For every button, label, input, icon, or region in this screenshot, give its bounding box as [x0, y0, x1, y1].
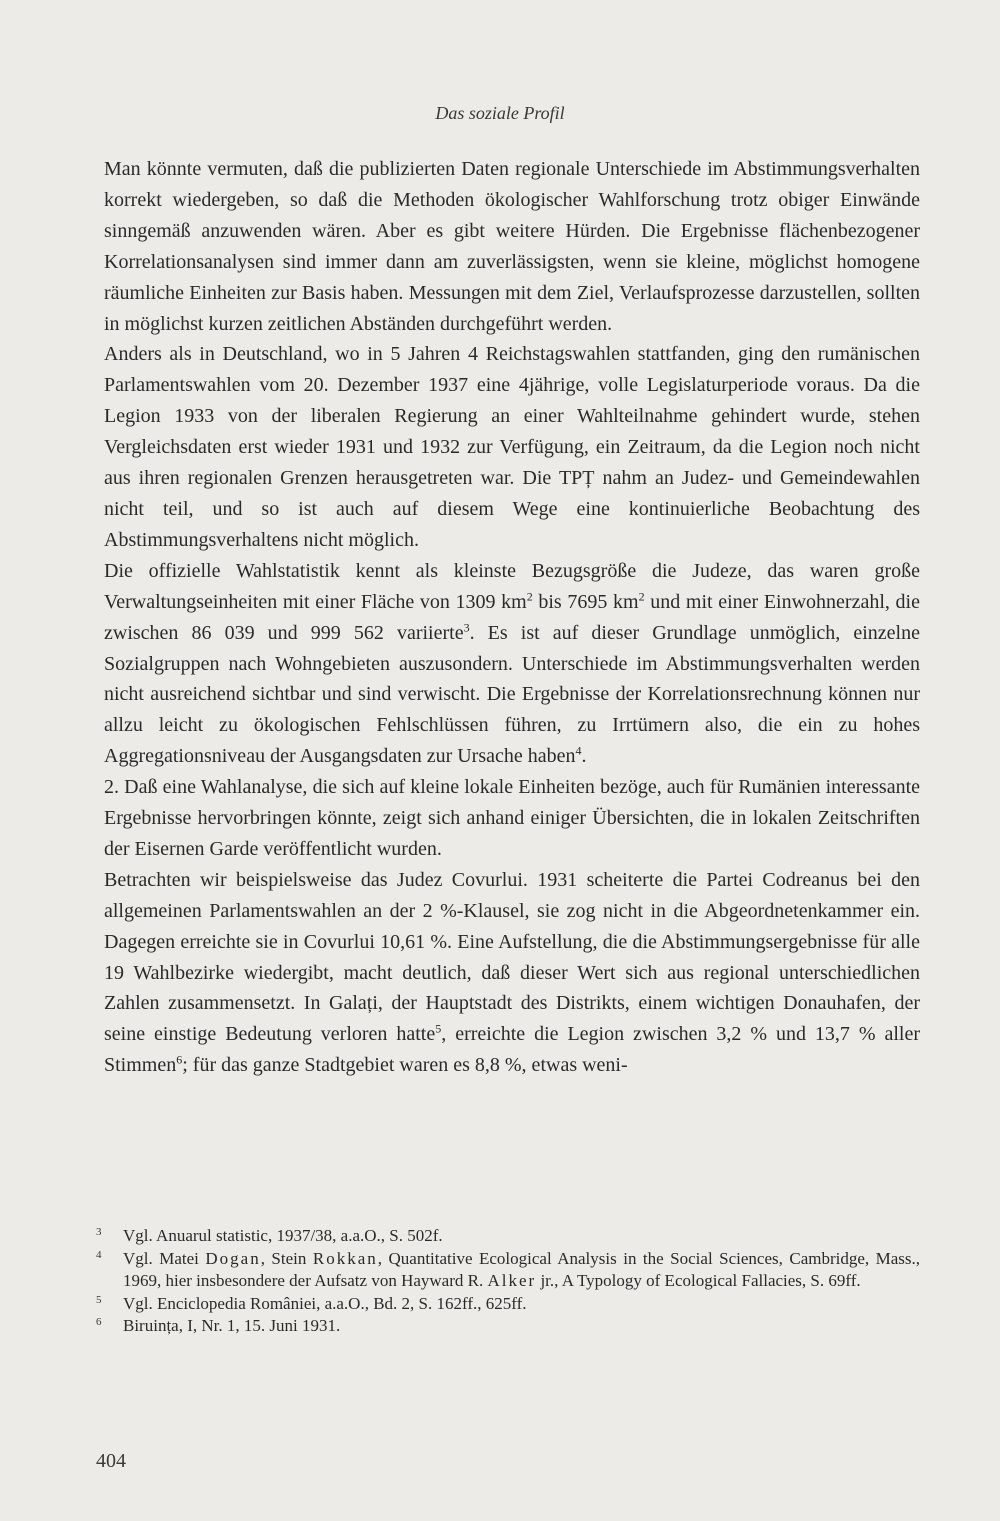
- footnote-number: 5: [96, 1293, 102, 1306]
- footnotes: [96, 1225, 921, 1338]
- superscript: 2: [526, 589, 533, 604]
- footnote-ref: 6: [176, 1052, 183, 1067]
- page-number: 404: [96, 1450, 126, 1472]
- body-text: [104, 154, 920, 1081]
- paragraph: [104, 865, 920, 1081]
- footnote-ref: 5: [435, 1021, 442, 1036]
- text-run: bis 7695 km: [532, 590, 639, 613]
- paragraph: Anders als in Deutschland, wo in 5 Jahren 4 Reichstagswahlen stattfanden, ging den rumänischen Parlamentswahlen vom 20. Dezember 1937 eine 4jährige, volle Legislaturperiode voraus. Da die Legion 1933 von der liberalen Regierung an einer Wahlteilnahme gehindert wurde, stehen Vergleichsdaten erst wieder 1931 und 1932 zur Verfügung, ein Zeitraum, da die Legion noch nicht aus ihren regionalen Grenzen herausgetreten war. Die TPȚ nahm an Judez- und Gemeindewahlen nicht teil, und so ist auch auf diesem Wege eine kontinuierliche Beobachtung des Abstimmungsverhaltens nicht möglich.: [104, 343, 920, 551]
- footnote-text: Vgl. Enciclopedia României, a.a.O., Bd. 2, S. 162ff., 625ff.: [123, 1293, 527, 1313]
- footnote: [96, 1225, 920, 1248]
- footnote-text: [123, 1249, 920, 1291]
- text-run: jr., A Typology of Ecological Fallacies, S. 69ff.: [536, 1271, 861, 1290]
- footnote-ref: 3: [463, 619, 470, 634]
- footnote-number: 6: [96, 1316, 102, 1328]
- text-run: , Stein: [260, 1248, 313, 1268]
- footnote-text: Biruința, I, Nr. 1, 15. Juni 1931.: [123, 1316, 341, 1335]
- text-run: . Es ist auf dieser Grundlage unmöglich, einzelne Sozialgruppen nach Wohngebieten auszusondern. Unterschiede im Abstimmungsverhalten werden nicht ausreichend sichtbar und sind verwischt. Die Ergebnisse der Korrelationsrechnung können nur allzu leicht zu ökologischen Fehlschlüssen führen, zu Irrtümern also, die ein zu hohes Aggregationsniveau der Ausgangsdaten zur Ursache haben: [104, 621, 920, 768]
- author-name: Alker: [487, 1271, 537, 1290]
- superscript: 2: [638, 589, 645, 604]
- text-run: Betrachten wir beispielsweise das Judez Covurlui. 1931 scheiterte die Partei Codreanus bei den allgemeinen Parlamentswahlen an der 2 %-Klausel, sie zog nicht in die Abgeordnetenkammer ein. Dagegen erreichte sie in Covurlui 10,61 %. Eine Aufstellung, die die Abstimmungsergebnisse für alle 19 Wahlbezirke wiedergibt, macht deutlich, daß dieser Wert sich aus regional unterschiedlichen Zahlen zusammensetzt. In Galați, der Hauptstadt des Distrikts, einem wichtigen Donauhafen, der seine einstige Bedeutung verloren hatte: [104, 868, 920, 1046]
- text-run: und mit einer Einwohnerzahl, die zwischen 86 039 und 999 562 variierte: [104, 590, 920, 644]
- footnote: [96, 1315, 920, 1338]
- footnote-text: Vgl. Anuarul statistic, 1937/38, a.a.O., S. 502f.: [123, 1226, 443, 1245]
- text-run: ; für das ganze Stadtgebiet waren es 8,8 %, etwas weni-: [182, 1054, 628, 1077]
- footnote: [96, 1248, 921, 1293]
- footnote-number: 4: [96, 1248, 102, 1261]
- text-run: Vgl. Matei: [123, 1248, 206, 1268]
- text-run: , Quantitative Ecological Analysis in the Social Sciences, Cambridge, Mass., 1969, hier insbesondere der Aufsatz von Hayward R.: [123, 1248, 921, 1290]
- paragraph: Man könnte vermuten, daß die publizierten Daten regionale Unterschiede im Abstimmungsverhalten korrekt wiedergeben, so daß die Methoden ökologischer Wahlforschung trotz obiger Einwände sinngemäß anzuwenden wären. Aber es gibt weitere Hürden. Die Ergebnisse flächenbezogener Korrelationsanalysen sind immer dann am zuverlässigsten, wenn sie kleine, möglichst homogene räumliche Einheiten zur Basis haben. Messungen mit dem Ziel, Verlaufsprozesse darzustellen, sollten in möglichst kurzen zeitlichen Abständen durchgeführt werden.: [104, 158, 920, 335]
- paragraph: [104, 556, 920, 772]
- text-run: , erreichte die Legion zwischen 3,2 % und 13,7 % aller Stimmen: [104, 1023, 921, 1077]
- author-name: Rokkan: [312, 1248, 378, 1268]
- footnote-ref: 4: [575, 743, 582, 758]
- text-run: Die offizielle Wahlstatistik kennt als kleinste Bezugsgröße die Judeze, das waren große Verwaltungseinheiten mit einer Fläche von 1309 km: [104, 559, 920, 613]
- paragraph: 2. Daß eine Wahlanalyse, die sich auf kleine lokale Einheiten bezöge, auch für Rumänien interessante Ergebnisse hervorbringen könnte, zeigt sich anhand einiger Übersichten, die in lokalen Zeitschriften der Eisernen Garde veröffentlicht wurden.: [104, 776, 920, 860]
- running-head: Das soziale Profil: [435, 103, 565, 123]
- footnote-number: 3: [96, 1226, 102, 1238]
- author-name: Dogan: [205, 1248, 261, 1268]
- footnote: [96, 1293, 920, 1316]
- text-run: .: [581, 745, 587, 768]
